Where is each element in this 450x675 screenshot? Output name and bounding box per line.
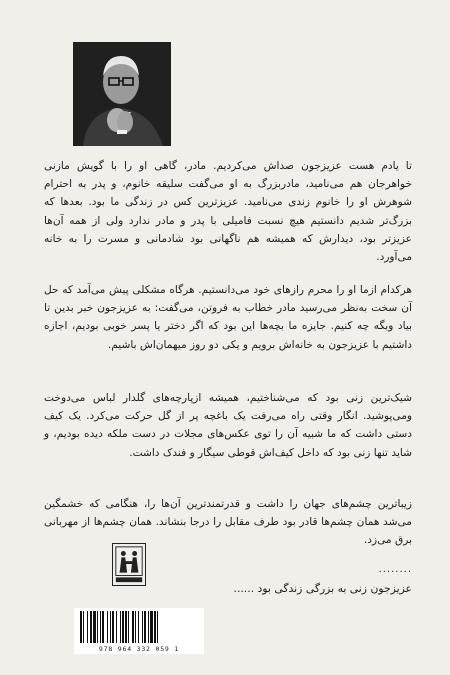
barcode-icon [74,608,204,654]
barcode-bar [157,611,158,643]
paragraph-3 [44,389,412,462]
barcode-bar [107,611,108,643]
barcode-bar [110,611,111,643]
barcode-bar [120,611,121,643]
barcode-bar [90,611,92,643]
barcode-bar [80,611,82,643]
barcode-bar [83,611,84,643]
paragraph-4-text: زیباترین چشم‌های جهان را داشت و قدرتمندترین آن‌ها را، هنگامی که خشمگین می‌شد همان چشم‌ها قادر بود طرف مقابل را درجا بنشاند. همان چشم‌ها از مهربانی برق می‌زد. [44,498,412,547]
paragraph-2-text: هرکدام ازما او را محرم رازهای خود می‌دانستیم. هرگاه مشکلی پیش می‌آمد که حل آن سخت به‌نظر می‌رسید مادر خطاب به فروتن، می‌گفت: به عزیزجون خبر بدین تا بیاد وبگه چه کنیم. جایزه ما بچه‌ها این بود که اگر دختر یا پسر خوبی بودیم، اجازه داشتیم با عزیزجون به خانه‌اش برویم و یکی دو روز میهمان‌اش باشیم. [44,284,412,351]
barcode-bar [112,611,114,643]
barcode-bar [154,611,156,643]
barcode-bar [87,611,88,643]
barcode-bar [135,611,136,643]
ellipsis-separator: ........ [378,564,412,575]
publisher-logo-icon [112,543,146,586]
barcode-bar [132,611,134,643]
barcode-bar [97,611,98,643]
paragraph-2 [44,281,412,354]
barcode-bar [102,611,104,643]
barcode-bar [116,611,117,643]
paragraph-4 [44,495,412,550]
barcode-bar [144,611,146,643]
barcode-bar [142,611,143,643]
barcode-bar [100,611,101,643]
paragraph-1-text: تا یادم هست عزیزجون صداش می‌کردیم. مادر، گاهی او را با گویش مازنی خواهرجان هم می‌نامید، مادربزرگ به او می‌گفت سلیقه خانوم، و پدر به احترام شوهرش او را خانوم زندی می‌نامید. عزیزترین کس در زندگی ما بود. بعدها که بزرگ‌تر شدیم دانستیم هیچ نسبت فامیلی با پدر و مادر ندارد ولی از همه آن‌ها عزیزتر بود، دیدارش که همیشه هم ناگهانی بود شادمانی و مسرت را به خانه می‌آورد. [44,160,412,264]
paragraph-1 [44,157,412,266]
author-photo [73,42,171,146]
barcode-bar [148,611,149,643]
barcode-bar [150,611,153,643]
paragraph-3-text: شیک‌ترین زنی بود که می‌شناختیم، همیشه ازپارچه‌های گلدار لباس می‌دوخت ومی‌پوشید. انگار وقتی راه می‌رفت یک باغچه پر از گل حرکت می‌کرد. یک کیف دستی داشت که ما شبیه آن را توی عکس‌های مجلات در دست ملکه دیده بودیم، و شاید تنها زنی بود که داخل کیف‌اش قوطی سیگار و فندک داشت. [44,392,412,459]
barcode-bar [122,611,124,643]
barcode-bar [125,611,127,643]
isbn-digits: 978 964 332 059 1 [74,645,204,653]
barcode-bar [128,611,129,643]
barcode-bar [93,611,96,643]
closing-line: عزیزجون زنی به بزرگی زندگی بود ...... [233,582,412,595]
barcode-bar [138,611,139,643]
